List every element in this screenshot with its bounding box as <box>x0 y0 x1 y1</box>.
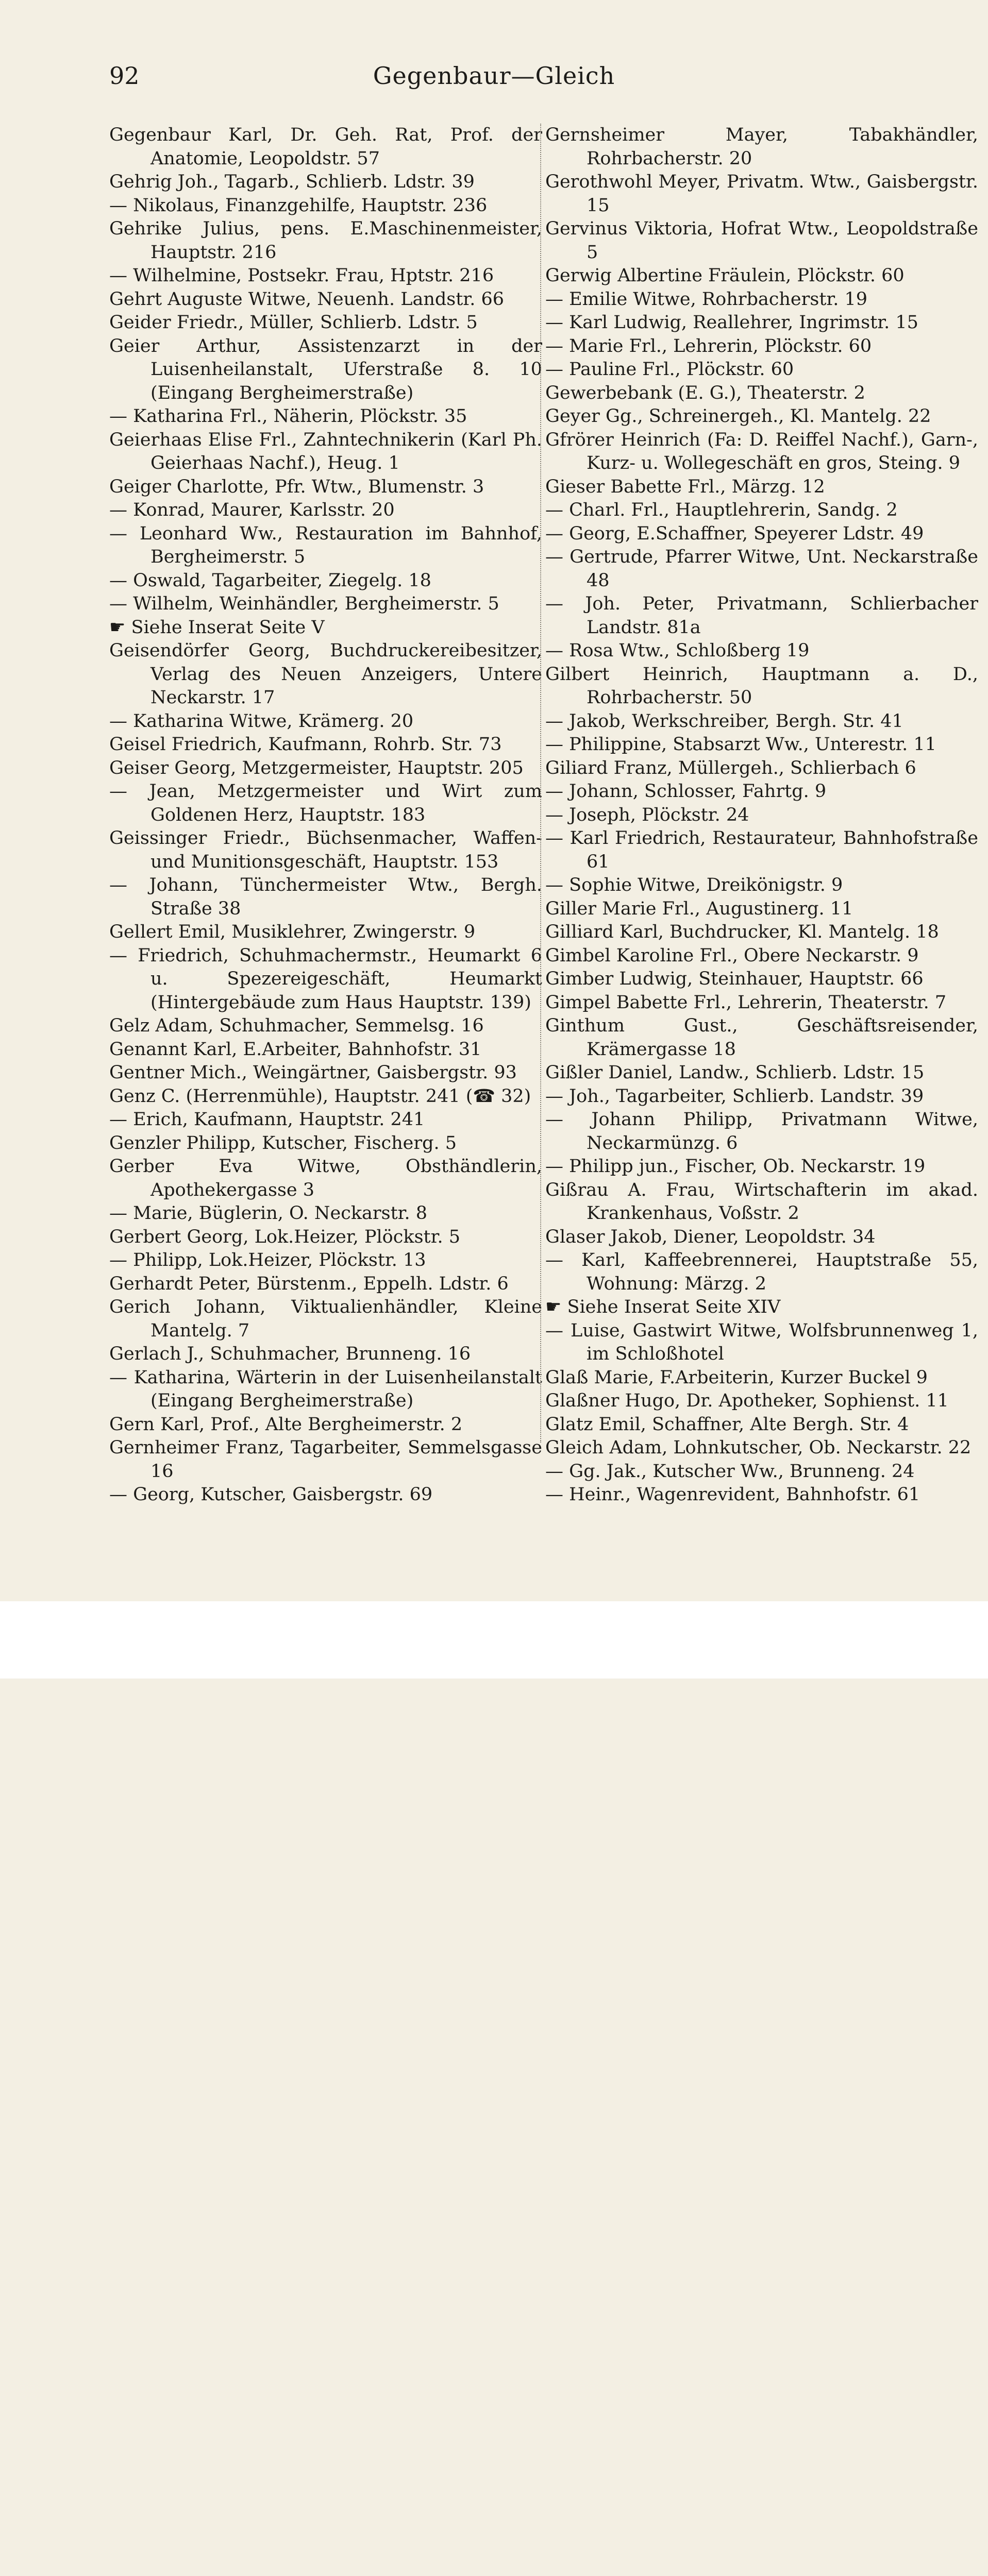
directory-entry: Gfrörer Heinrich (Fa: D. Reiffel Nachf.), Garn-, Kurz- u. Wollegeschäft en gros, Steing. 9 <box>545 429 978 473</box>
directory-entry: — Gertrude, Pfarrer Witwe, Unt. Neckarstraße 48 <box>545 547 978 591</box>
directory-entry: Genzler Philipp, Kutscher, Fischerg. 5 <box>109 1132 457 1154</box>
directory-entry: — Rosa Wtw., Schloßberg 19 <box>545 640 810 661</box>
directory-entry: Genz C. (Herrenmühle), Hauptstr. 241 (☎ 32) <box>109 1086 531 1107</box>
directory-entry: — Pauline Frl., Plöckstr. 60 <box>545 359 794 380</box>
footer <box>0 1601 988 1679</box>
directory-entry: Giller Marie Frl., Augustinerg. 11 <box>545 898 853 919</box>
directory-entry: Gelz Adam, Schuhmacher, Semmelsg. 16 <box>109 1015 484 1036</box>
directory-entry: — Nikolaus, Finanzgehilfe, Hauptstr. 236 <box>109 195 488 216</box>
directory-entry: — Katharina Frl., Näherin, Plöckstr. 35 <box>109 406 467 427</box>
directory-entry: Gern Karl, Prof., Alte Bergheimerstr. 2 <box>109 1414 463 1435</box>
directory-entry: Gimber Ludwig, Steinhauer, Hauptstr. 66 <box>545 969 924 989</box>
directory-entry: Geider Friedr., Müller, Schlierb. Ldstr. 5 <box>109 312 478 333</box>
directory-entry: Gerich Johann, Viktualienhändler, Kleine Mantelg. 7 <box>109 1297 542 1341</box>
directory-entry: — Johann, Tünchermeister Wtw., Bergh. Straße 38 <box>109 875 542 919</box>
directory-entry: Gilliard Karl, Buchdrucker, Kl. Mantelg. 18 <box>545 922 939 942</box>
directory-entry: ☛ Siehe Inserat Seite XIV <box>545 1297 781 1317</box>
directory-entry: Geier Arthur, Assistenzarzt in der Luisenheilanstalt, Uferstraße 8. 10 (Eingang Bergheimerstraße) <box>109 335 542 403</box>
directory-entry: — Oswald, Tagarbeiter, Ziegelg. 18 <box>109 570 431 591</box>
directory-entry: Gernheimer Franz, Tagarbeiter, Semmelsgasse 16 <box>109 1437 542 1482</box>
directory-entry: — Katharina Witwe, Krämerg. 20 <box>109 710 414 732</box>
directory-entry: — Jakob, Werkschreiber, Bergh. Str. 41 <box>545 710 903 732</box>
directory-entry: — Sophie Witwe, Dreikönigstr. 9 <box>545 875 843 895</box>
directory-entry: Geyer Gg., Schreinergeh., Kl. Mantelg. 22 <box>545 406 931 427</box>
column-divider <box>540 124 541 1443</box>
directory-entry: — Johann, Schlosser, Fahrtg. 9 <box>545 781 827 802</box>
directory-entry: Glatz Emil, Schaffner, Alte Bergh. Str. 4 <box>545 1414 909 1435</box>
directory-entry: Gervinus Viktoria, Hofrat Wtw., Leopoldstraße 5 <box>545 218 978 263</box>
running-head: Gegenbaur—Gleich <box>373 62 615 90</box>
directory-entry: — Erich, Kaufmann, Hauptstr. 241 <box>109 1109 425 1130</box>
directory-entry: — Philipp, Lok.Heizer, Plöckstr. 13 <box>109 1250 426 1270</box>
directory-entry: Gerhardt Peter, Bürstenm., Eppelh. Ldstr. 6 <box>109 1273 509 1294</box>
directory-entry: Gellert Emil, Musiklehrer, Zwingerstr. 9 <box>109 922 476 942</box>
directory-entry: — Karl Friedrich, Restaurateur, Bahnhofstraße 61 <box>545 828 978 872</box>
directory-entry: Gegenbaur Karl, Dr. Geh. Rat, Prof. der Anatomie, Leopoldstr. 57 <box>109 125 542 169</box>
page-number: 92 <box>109 62 140 90</box>
directory-entry: — Konrad, Maurer, Karlsstr. 20 <box>109 500 395 520</box>
directory-entry: Glaßner Hugo, Dr. Apotheker, Sophienst. 11 <box>545 1391 949 1411</box>
directory-entry: — Luise, Gastwirt Witwe, Wolfsbrunnenweg 1, im Schloßhotel <box>545 1320 978 1364</box>
directory-entry: — Wilhelm, Weinhändler, Bergheimerstr. 5 <box>109 594 499 614</box>
directory-entry: Gilbert Heinrich, Hauptmann a. D., Rohrbacherstr. 50 <box>545 664 978 708</box>
directory-entry: Gimbel Karoline Frl., Obere Neckarstr. 9 <box>545 945 919 966</box>
directory-entry: Geiger Charlotte, Pfr. Wtw., Blumenstr. 3 <box>109 476 484 497</box>
directory-entry: — Heinr., Wagenrevident, Bahnhofstr. 61 <box>545 1484 920 1505</box>
directory-entry: — Friedrich, Schuhmachermstr., Heumarkt 6 u. Spezereigeschäft, Heumarkt (Hintergebäude zum Haus Hauptstr. 139) <box>109 945 542 1013</box>
directory-entry: Gentner Mich., Weingärtner, Gaisbergstr. 93 <box>109 1062 517 1083</box>
directory-entry: Glaser Jakob, Diener, Leopoldstr. 34 <box>545 1226 876 1247</box>
directory-entry: Geisendörfer Georg, Buchdruckereibesitzer, Verlag des Neuen Anzeigers, Untere Neckarstr. 17 <box>109 640 542 708</box>
directory-entry: — Georg, E.Schaffner, Speyerer Ldstr. 49 <box>545 523 924 544</box>
directory-entry: Gernsheimer Mayer, Tabakhändler, Rohrbacherstr. 20 <box>545 125 978 169</box>
directory-entry: Gißrau A. Frau, Wirtschafterin im akad. Krankenhaus, Voßstr. 2 <box>545 1179 978 1224</box>
directory-entry: Gehrt Auguste Witwe, Neuenh. Landstr. 66 <box>109 289 504 310</box>
directory-entry: — Georg, Kutscher, Gaisbergstr. 69 <box>109 1484 433 1505</box>
directory-entry: — Karl Ludwig, Reallehrer, Ingrimstr. 15 <box>545 312 918 333</box>
directory-entry: Gehrike Julius, pens. E.Maschinenmeister, Hauptstr. 216 <box>109 218 542 263</box>
directory-entry: Gimpel Babette Frl., Lehrerin, Theaterstr. 7 <box>545 992 947 1013</box>
directory-entry: — Jean, Metzgermeister und Wirt zum Goldenen Herz, Hauptstr. 183 <box>109 781 542 825</box>
directory-entry: Ginthum Gust., Geschäftsreisender, Krämergasse 18 <box>545 1015 978 1060</box>
directory-entry: Gerbert Georg, Lok.Heizer, Plöckstr. 5 <box>109 1226 460 1247</box>
directory-entry: Geiser Georg, Metzgermeister, Hauptstr. 205 <box>109 757 524 778</box>
directory-entry: Geisel Friedrich, Kaufmann, Rohrb. Str. 73 <box>109 734 502 755</box>
directory-entry: — Wilhelmine, Postsekr. Frau, Hptstr. 216 <box>109 265 494 286</box>
directory-entry: Glaß Marie, F.Arbeiterin, Kurzer Buckel 9 <box>545 1367 928 1388</box>
directory-entry: Gerlach J., Schuhmacher, Brunneng. 16 <box>109 1344 471 1364</box>
directory-entry: ☛ Siehe Inserat Seite V <box>109 617 325 638</box>
directory-entry: Genannt Karl, E.Arbeiter, Bahnhofstr. 31 <box>109 1039 482 1060</box>
directory-entry: — Emilie Witwe, Rohrbacherstr. 19 <box>545 289 868 310</box>
directory-entry: Gehrig Joh., Tagarb., Schlierb. Ldstr. 39 <box>109 172 475 192</box>
directory-entry: Gieser Babette Frl., Märzg. 12 <box>545 476 825 497</box>
directory-entry: — Philippine, Stabsarzt Ww., Unterestr. 11 <box>545 734 936 755</box>
directory-entry: — Johann Philipp, Privatmann Witwe, Neckarmünzg. 6 <box>545 1109 978 1154</box>
directory-entry: Gerwig Albertine Fräulein, Plöckstr. 60 <box>545 265 905 286</box>
directory-entry: Geissinger Friedr., Büchsenmacher, Waffen- und Munitionsgeschäft, Hauptstr. 153 <box>109 828 542 872</box>
directory-entry: Geierhaas Elise Frl., Zahntechnikerin (Karl Ph. Geierhaas Nachf.), Heug. 1 <box>109 429 542 473</box>
directory-entry: — Karl, Kaffeebrennerei, Hauptstraße 55, Wohnung: Märzg. 2 <box>545 1250 978 1294</box>
directory-entry: Gewerbebank (E. G.), Theaterstr. 2 <box>545 382 865 403</box>
directory-entry: — Joh. Peter, Privatmann, Schlierbacher Landstr. 81a <box>545 594 978 638</box>
directory-entry: — Gg. Jak., Kutscher Ww., Brunneng. 24 <box>545 1461 915 1482</box>
directory-entry: Gerothwohl Meyer, Privatm. Wtw., Gaisbergstr. 15 <box>545 172 978 216</box>
directory-entry: — Philipp jun., Fischer, Ob. Neckarstr. 19 <box>545 1156 926 1177</box>
directory-entry: — Joseph, Plöckstr. 24 <box>545 804 749 825</box>
directory-entry: Giliard Franz, Müllergeh., Schlierbach 6 <box>545 757 916 778</box>
directory-entry: — Leonhard Ww., Restauration im Bahnhof, Bergheimerstr. 5 <box>109 523 542 567</box>
directory-entry: — Marie Frl., Lehrerin, Plöckstr. 60 <box>545 335 872 357</box>
right-column <box>545 124 978 1507</box>
directory-entry: — Katharina, Wärterin in der Luisenheilanstalt (Eingang Bergheimerstraße) <box>109 1367 542 1411</box>
directory-entry: — Charl. Frl., Hauptlehrerin, Sandg. 2 <box>545 500 898 520</box>
directory-entry: Gerber Eva Witwe, Obsthändlerin, Apothekergasse 3 <box>109 1156 542 1200</box>
left-column <box>109 124 542 1507</box>
directory-entry: — Marie, Büglerin, O. Neckarstr. 8 <box>109 1203 428 1224</box>
directory-entry: — Joh., Tagarbeiter, Schlierb. Landstr. 39 <box>545 1086 924 1107</box>
directory-entry: Gißler Daniel, Landw., Schlierb. Ldstr. 15 <box>545 1062 925 1083</box>
directory-entry: Gleich Adam, Lohnkutscher, Ob. Neckarstr. 22 <box>545 1437 972 1458</box>
